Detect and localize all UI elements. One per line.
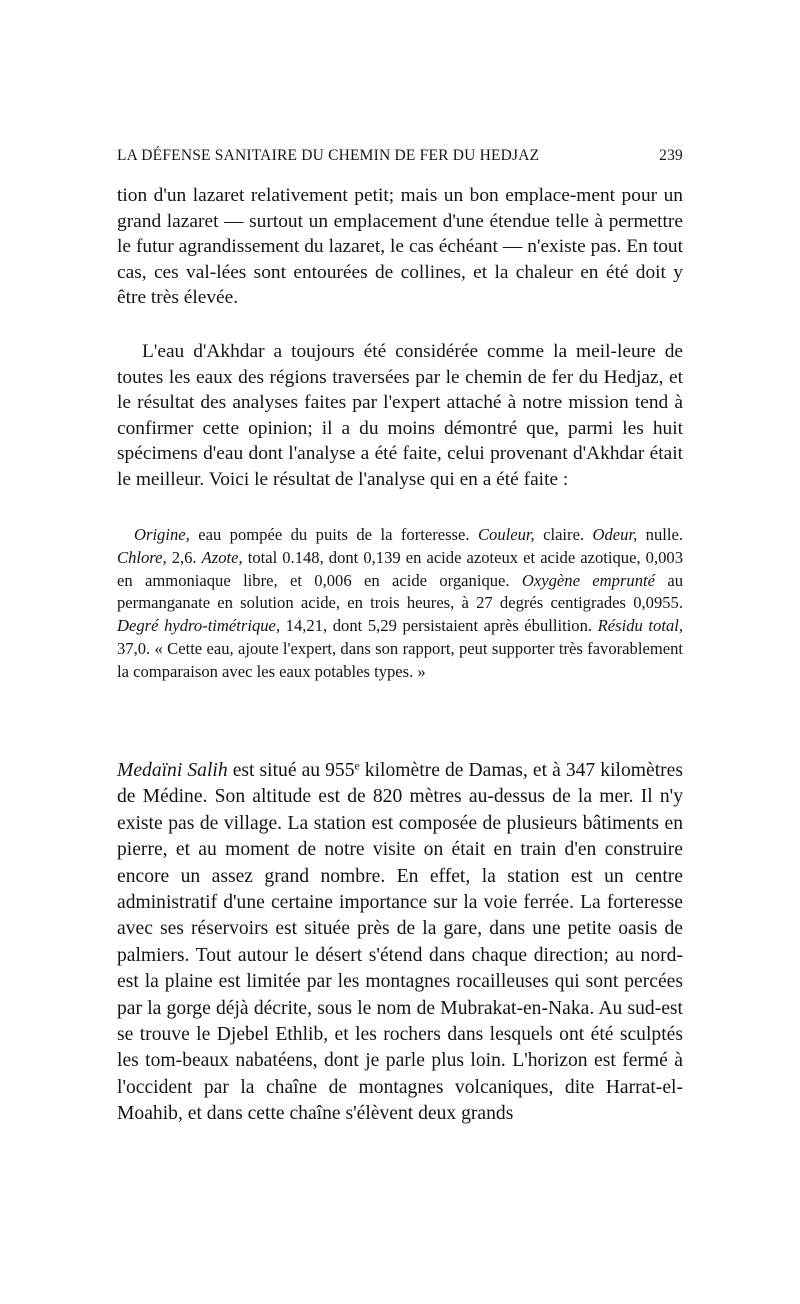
paragraph-medaini-salih	[117, 758, 683, 1128]
azote-text: total 0.148, dont 0,139 en acide azoteux et acide azotique, 0,003 en ammoniaque libre, et 0,006 en acide organique.	[117, 547, 683, 590]
residu-label: Résidu total,	[597, 616, 683, 636]
ordinal-superscript: e	[354, 759, 360, 773]
oxygene-text: au permanganate en solution acide, en trois heures, à 27 degrés centigrades 0,0955.	[117, 570, 683, 613]
running-header	[117, 147, 683, 165]
water-analysis-block	[117, 524, 683, 684]
header-title: LA DÉFENSE SANITAIRE DU CHEMIN DE FER DU HEDJAZ	[117, 147, 540, 164]
page-number: 239	[659, 147, 683, 164]
origine-label: Origine,	[134, 525, 190, 544]
degre-label: Degré hydro-timétrique,	[117, 616, 281, 636]
odeur-text: nulle.	[637, 525, 683, 544]
odeur-label: Odeur,	[592, 525, 638, 544]
place-name: Medaïni Salih	[117, 760, 228, 781]
residu-text: 37,0. « Cette eau, ajoute l'expert, dans son rapport, peut supporter très favorablement la comparaison avec les eaux potables types. »	[117, 638, 683, 681]
degre-text: 14,21, dont 5,29 persistaient après ébullition.	[280, 616, 598, 636]
paragraph-lazaret: tion d'un lazaret relativement petit; mais un bon emplace-ment pour un grand lazaret — surtout un emplacement d'une étendue telle à permettre le futur agrandissement du lazaret, le cas échéant — n'existe pas. En tout cas, ces val-lées sont entourées de collines, et la chaleur en été doit y être très élevée.	[117, 185, 683, 309]
couleur-text: claire.	[534, 525, 593, 544]
couleur-label: Couleur,	[477, 525, 535, 544]
chlore-text: 2,6.	[166, 547, 202, 567]
paragraph-akhdar-water: L'eau d'Akhdar a toujours été considérée comme la meil-leure de toutes les eaux des régions traversées par le chemin de fer du Hedjaz, et le résultat des analyses faites par l'expert attaché à notre mission tend à confirmer cette opinion; il a du moins démontré que, parmi les huit spécimens d'eau dont l'analyse a été faite, celui provenant d'Akhdar était le meilleur. Voici le résultat de l'analyse qui en a été faite :	[117, 341, 683, 490]
para3-text-a: est situé au 955	[227, 760, 355, 781]
chlore-label: Chlore,	[117, 547, 167, 567]
para3-text-b: kilomètre de Damas, et à 347 kilomètres de Médine. Son altitude est de 820 mètres au-dessus de la mer. Il n'y existe pas de village. La station est composée de plusieurs bâtiments en pierre, et au moment de notre visite on était en train d'en construire encore un assez grand nombre. En effet, la station est un centre administratif d'une certaine importance sur la voie ferrée. La forteresse avec ses réservoirs est située près de la gare, dans une petite oasis de palmiers. Tout autour le désert s'étend dans chaque direction; au nord-est la plaine est limitée par les montagnes rocailleuses qui sont percées par la gorge déjà décrite, sous le nom de Mubrakat-en-Naka. Au sud-est se trouve le Djebel Ethlib, et les rochers dans lesquels ont été sculptés les tom-beaux nabatéens, dont je parle plus loin. L'horizon est fermé à l'occident par la chaîne de montagnes volcaniques, dite Harrat-el-Moahib, et dans cette chaîne s'élèvent deux grands	[117, 760, 683, 1125]
origine-text: eau pompée du puits de la forteresse.	[189, 525, 478, 544]
azote-label: Azote,	[201, 547, 243, 567]
oxygene-label: Oxygène emprunté	[521, 570, 655, 590]
